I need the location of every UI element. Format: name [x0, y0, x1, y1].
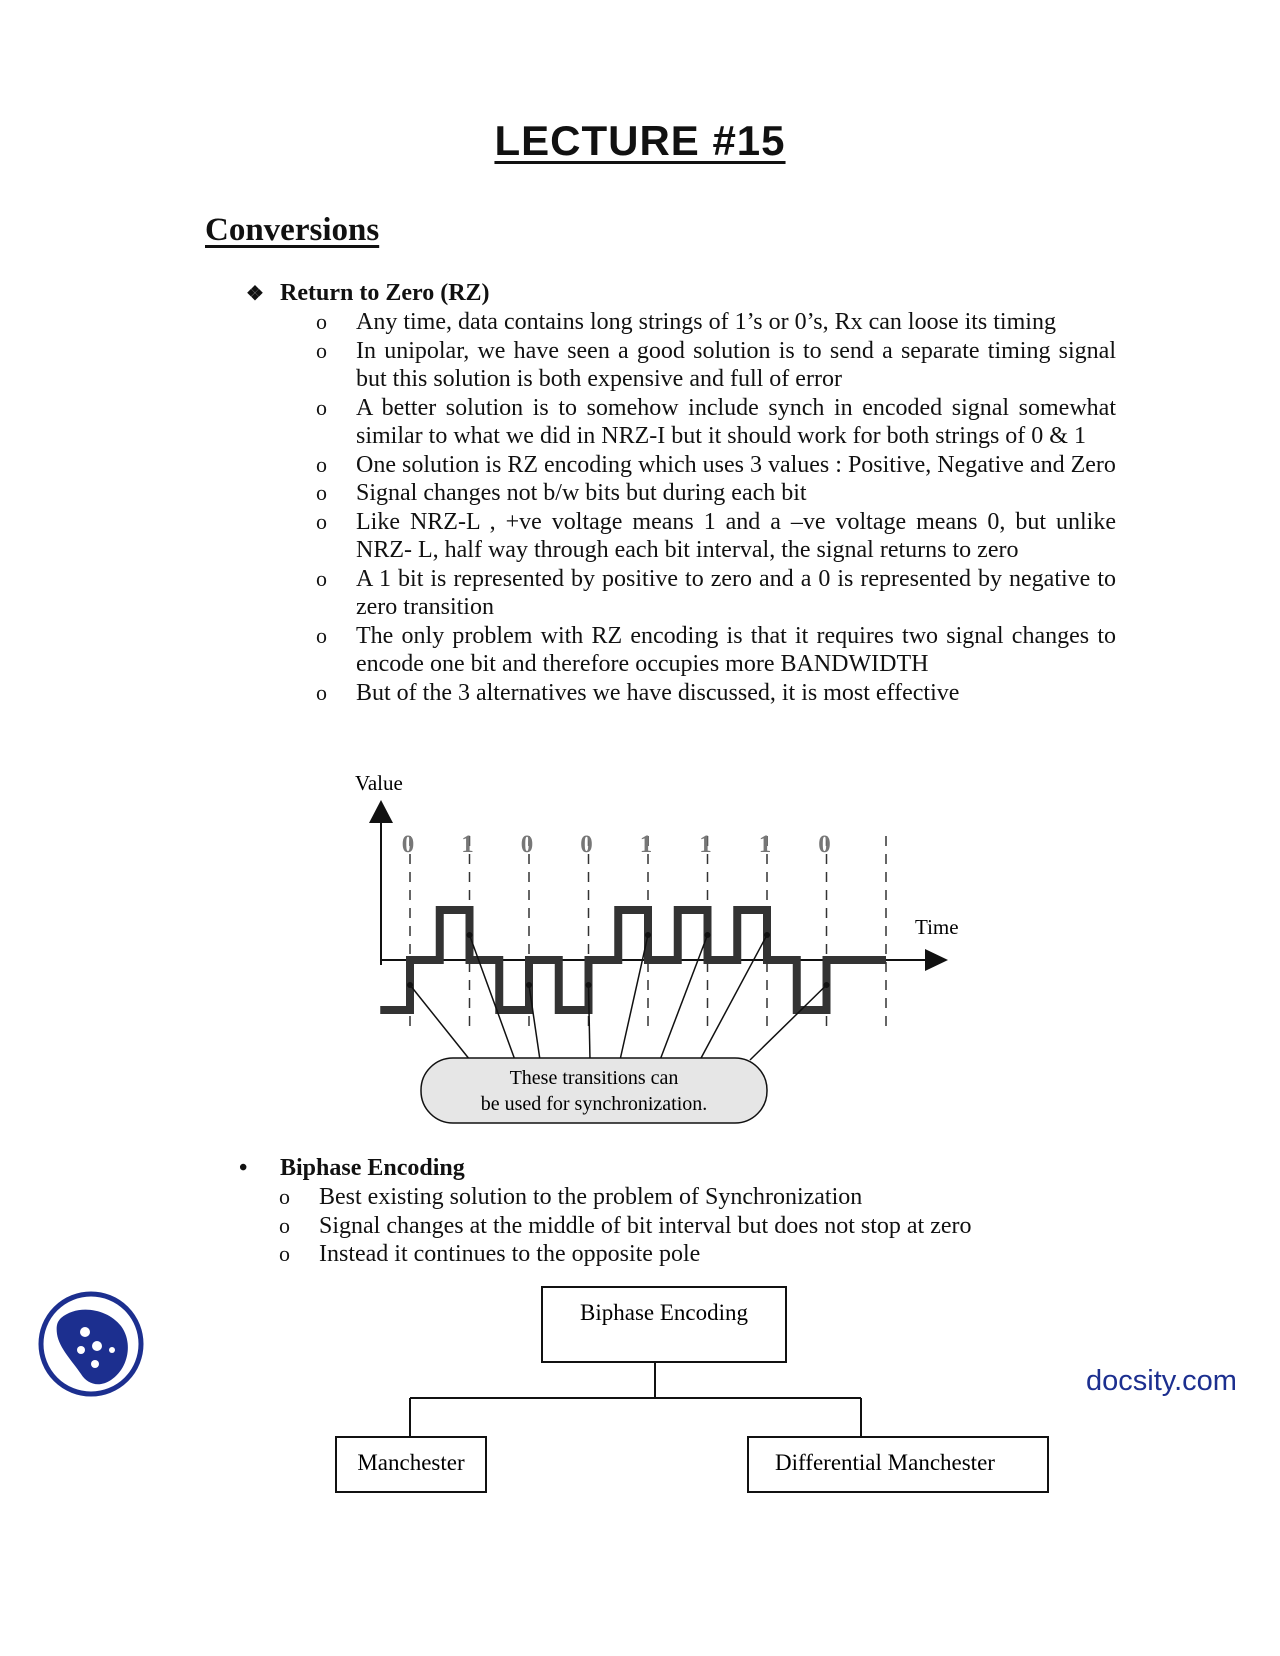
callout-arrowhead-icon	[586, 982, 592, 988]
circle-bullet-icon: o	[316, 394, 327, 420]
circle-bullet-icon: o	[316, 679, 327, 705]
biphase-heading	[239, 1155, 465, 1182]
diamond-bullet-icon: ❖	[246, 283, 264, 305]
bit-labels	[402, 831, 831, 858]
callout-pointer-line	[410, 985, 470, 1060]
tree-root-label: Biphase Encoding	[580, 1300, 748, 1325]
callout-pointer-line	[620, 935, 648, 1060]
circle-bullet-icon: o	[279, 1241, 290, 1266]
circle-bullet-icon: o	[316, 480, 327, 505]
callout-arrowhead-icon	[467, 932, 473, 938]
circle-bullet-icon: o	[316, 337, 327, 363]
callout-arrowhead-icon	[705, 932, 711, 938]
callout-line-2: be used for synchronization.	[480, 1093, 708, 1115]
list-item: o Any time, data contains long strings of 1’s or 0’s, Rx can loose its timing	[316, 309, 1056, 335]
y-axis-arrow-icon	[369, 800, 393, 823]
bit-label: 1	[758, 831, 772, 858]
list-item: o Signal changes at the middle of bit interval but does not stop at zero	[279, 1212, 972, 1239]
docsity-logo-icon	[37, 1290, 145, 1398]
callout-arrowhead-icon	[645, 932, 651, 938]
rz-heading-text: Return to Zero (RZ)	[280, 280, 490, 306]
list-item: o Instead it continues to the opposite pole	[279, 1241, 701, 1267]
circle-bullet-icon: o	[316, 622, 327, 648]
callout-arrowhead-icon	[824, 982, 830, 988]
list-item: o Best existing solution to the problem of Synchronization	[279, 1184, 863, 1210]
list-item: o Like NRZ-L , +ve voltage means 1 and a –ve voltage means 0, but unlike NRZ- L, half way through each bit interval, the signal returns to zero	[316, 508, 1116, 563]
lecture-title: LECTURE #15	[494, 117, 786, 164]
circle-bullet-icon: o	[316, 565, 327, 591]
biphase-heading-text: Biphase Encoding	[280, 1155, 465, 1181]
bit-label: 1	[639, 831, 653, 858]
list-item: o The only problem with RZ encoding is that it requires two signal changes to encode one bit and therefore occupies more BANDWIDTH	[316, 622, 1116, 677]
x-axis-arrow-icon	[925, 949, 948, 971]
callout-arrowhead-icon	[764, 932, 770, 938]
docsity-watermark: docsity.com	[1086, 1365, 1237, 1397]
bit-label: 1	[461, 831, 474, 858]
callout-arrowhead-icon	[407, 982, 413, 988]
list-item: o In unipolar, we have seen a good solution is to send a separate timing signal but this solution is both expensive and full of error	[316, 337, 1116, 392]
list-item: o But of the 3 alternatives we have discussed, it is most effective	[316, 679, 960, 706]
biphase-bullet-list	[279, 1183, 1099, 1269]
list-item: o One solution is RZ encoding which uses 3 values : Positive, Negative and Zero	[316, 451, 1116, 478]
bit-label: 0	[580, 831, 593, 858]
x-axis-label: Time	[915, 915, 959, 939]
circle-bullet-icon: o	[316, 451, 327, 477]
circle-bullet-icon: o	[316, 508, 327, 534]
callout-arrowhead-icon	[526, 982, 532, 988]
tree-right-label: Differential Manchester	[775, 1450, 995, 1475]
callout-pointer-line	[470, 935, 516, 1060]
bit-label: 1	[699, 831, 712, 858]
bit-label: 0	[818, 831, 831, 858]
bit-label: 0	[520, 831, 534, 858]
list-item: o Signal changes not b/w bits but during each bit	[316, 480, 807, 506]
section-heading: Conversions	[205, 212, 380, 248]
bit-label: 0	[401, 831, 415, 858]
circle-bullet-icon: o	[279, 1212, 290, 1238]
callout-pointer-line	[660, 935, 708, 1060]
list-item: o A better solution is to somehow include synch in encoded signal somewhat similar to what we did in NRZ-I but it should work for both strings of 0 & 1	[316, 394, 1116, 449]
circle-bullet-icon: o	[316, 309, 327, 334]
callout-pointer-line	[529, 985, 540, 1060]
list-item: o A 1 bit is represented by positive to zero and a 0 is represented by negative to zero transition	[316, 565, 1116, 620]
y-axis-label: Value	[355, 771, 403, 795]
circle-bullet-icon: o	[279, 1184, 290, 1209]
dot-bullet-icon: •	[239, 1155, 248, 1181]
callout-line-1: These transitions can	[509, 1067, 679, 1089]
tree-left-label: Manchester	[357, 1450, 465, 1475]
callout-pointer-line	[750, 985, 827, 1060]
